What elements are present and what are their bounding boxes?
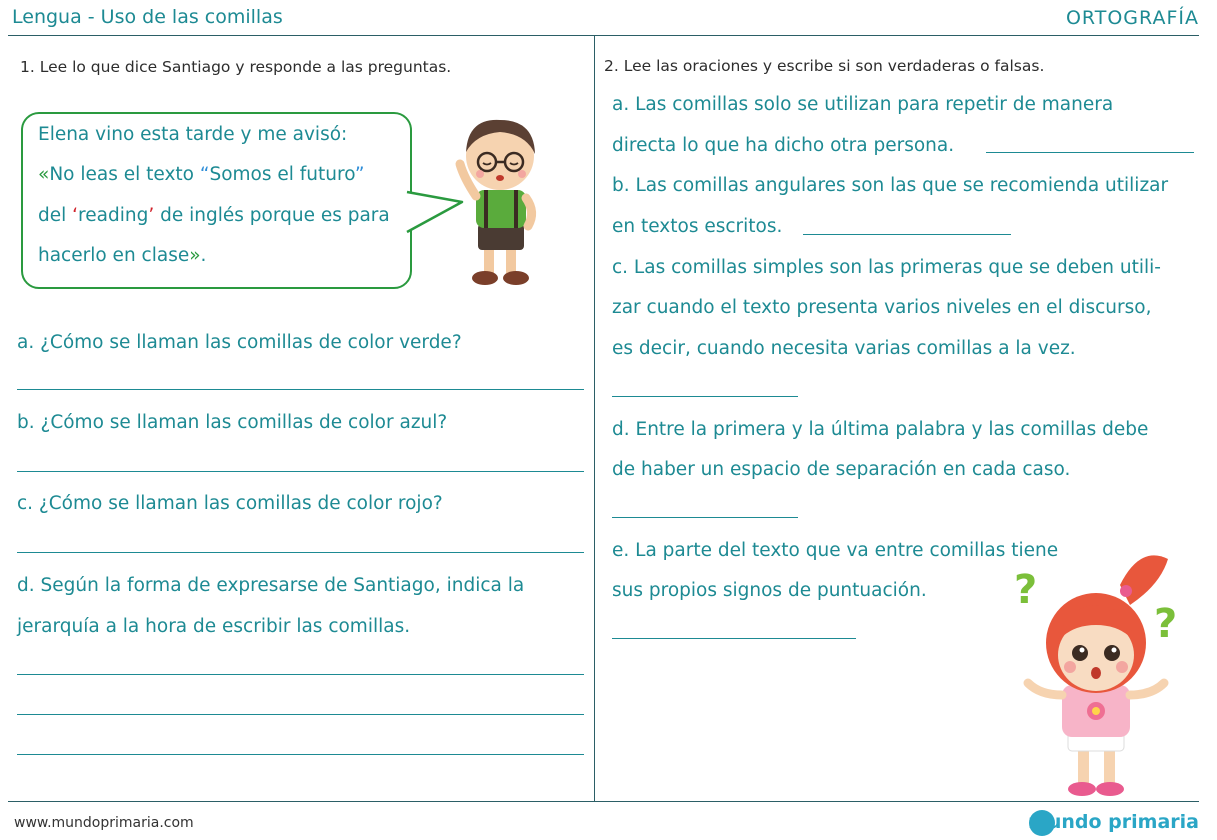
statement-c-line-1: c. Las comillas simples son las primeras que se deben utili- — [612, 257, 1161, 278]
statement-b-line-2: en textos escritos. — [612, 216, 783, 237]
answer-line-tf-d[interactable] — [612, 517, 798, 518]
double-quote-open: “ — [199, 164, 210, 185]
statement-b-line-1: b. Las comillas angulares son las que se recomienda utilizar — [612, 175, 1169, 196]
bubble-text: . — [200, 245, 207, 266]
statement-e-line-2: sus propios signos de puntuación. — [612, 580, 927, 601]
question-d-line-2: jerarquía a la hora de escribir las comillas. — [17, 616, 411, 637]
exercise-1-instruction: 1. Lee lo que dice Santiago y responde a las preguntas. — [20, 58, 452, 76]
bottom-divider — [8, 801, 1199, 802]
girl-illustration — [1010, 545, 1190, 801]
angular-quote-open: « — [38, 164, 50, 185]
statement-d-line-2: de haber un espacio de separación en cada caso. — [612, 459, 1071, 480]
statement-d-line-1: d. Entre la primera y la última palabra y las comillas debe — [612, 419, 1149, 440]
answer-line-a[interactable] — [17, 389, 584, 390]
bubble-line-4 — [38, 245, 206, 266]
bubble-text: reading — [78, 205, 149, 226]
single-quote-close: ’ — [148, 205, 155, 226]
answer-line-d-1[interactable] — [17, 674, 584, 675]
answer-line-tf-c[interactable] — [612, 396, 798, 397]
single-quote-open: ‘ — [72, 205, 79, 226]
bubble-line-3 — [38, 205, 390, 226]
bubble-text: del — [38, 205, 73, 226]
subject-label: ORTOGRAFÍA — [1065, 7, 1199, 29]
bubble-line-1 — [38, 124, 347, 145]
question-c: c. ¿Cómo se llaman las comillas de color rojo? — [17, 493, 443, 514]
question-b: b. ¿Cómo se llaman las comillas de color azul? — [17, 412, 448, 433]
svg-text:?: ? — [1014, 567, 1038, 613]
double-quote-close: ” — [354, 164, 365, 185]
top-divider — [8, 35, 1199, 36]
statement-a-line-2: directa lo que ha dicho otra persona. — [612, 135, 955, 156]
bubble-text: Elena vino esta tarde y me avisó: — [38, 124, 348, 145]
statement-c-line-2: zar cuando el texto presenta varios niveles en el discurso, — [612, 297, 1152, 318]
answer-line-tf-a[interactable] — [986, 152, 1194, 153]
statement-a-line-1: a. Las comillas solo se utilizan para repetir de manera — [612, 94, 1114, 115]
svg-text:?: ? — [1154, 601, 1178, 647]
brand-name: mundo primaria — [1028, 811, 1199, 833]
answer-line-d-3[interactable] — [17, 754, 584, 755]
answer-line-b[interactable] — [17, 471, 584, 472]
column-divider — [594, 35, 595, 801]
answer-line-c[interactable] — [17, 552, 584, 553]
question-d-line-1: d. Según la forma de expresarse de Santiago, indica la — [17, 575, 525, 596]
exercise-2-instruction: 2. Lee las oraciones y escribe si son verdaderas o falsas. — [604, 57, 1045, 75]
bubble-text: hacerlo en clase — [38, 245, 190, 266]
question-a: a. ¿Cómo se llaman las comillas de color verde? — [17, 332, 462, 353]
statement-e-line-1: e. La parte del texto que va entre comillas tiene — [612, 540, 1059, 561]
boy-santiago-illustration — [440, 108, 560, 293]
bubble-text: No leas el texto — [49, 164, 200, 185]
bubble-text: de inglés porque es para — [154, 205, 390, 226]
bubble-text: Somos el futuro — [209, 164, 355, 185]
answer-line-d-2[interactable] — [17, 714, 584, 715]
angular-quote-close: » — [189, 245, 201, 266]
bubble-line-2 — [38, 164, 364, 185]
answer-line-tf-b[interactable] — [803, 234, 1011, 235]
footer-url[interactable]: www.mundoprimaria.com — [14, 815, 194, 831]
worksheet-title: Lengua - Uso de las comillas — [12, 6, 283, 28]
answer-line-tf-e[interactable] — [612, 638, 856, 639]
statement-c-line-3: es decir, cuando necesita varias comillas a la vez. — [612, 338, 1076, 359]
